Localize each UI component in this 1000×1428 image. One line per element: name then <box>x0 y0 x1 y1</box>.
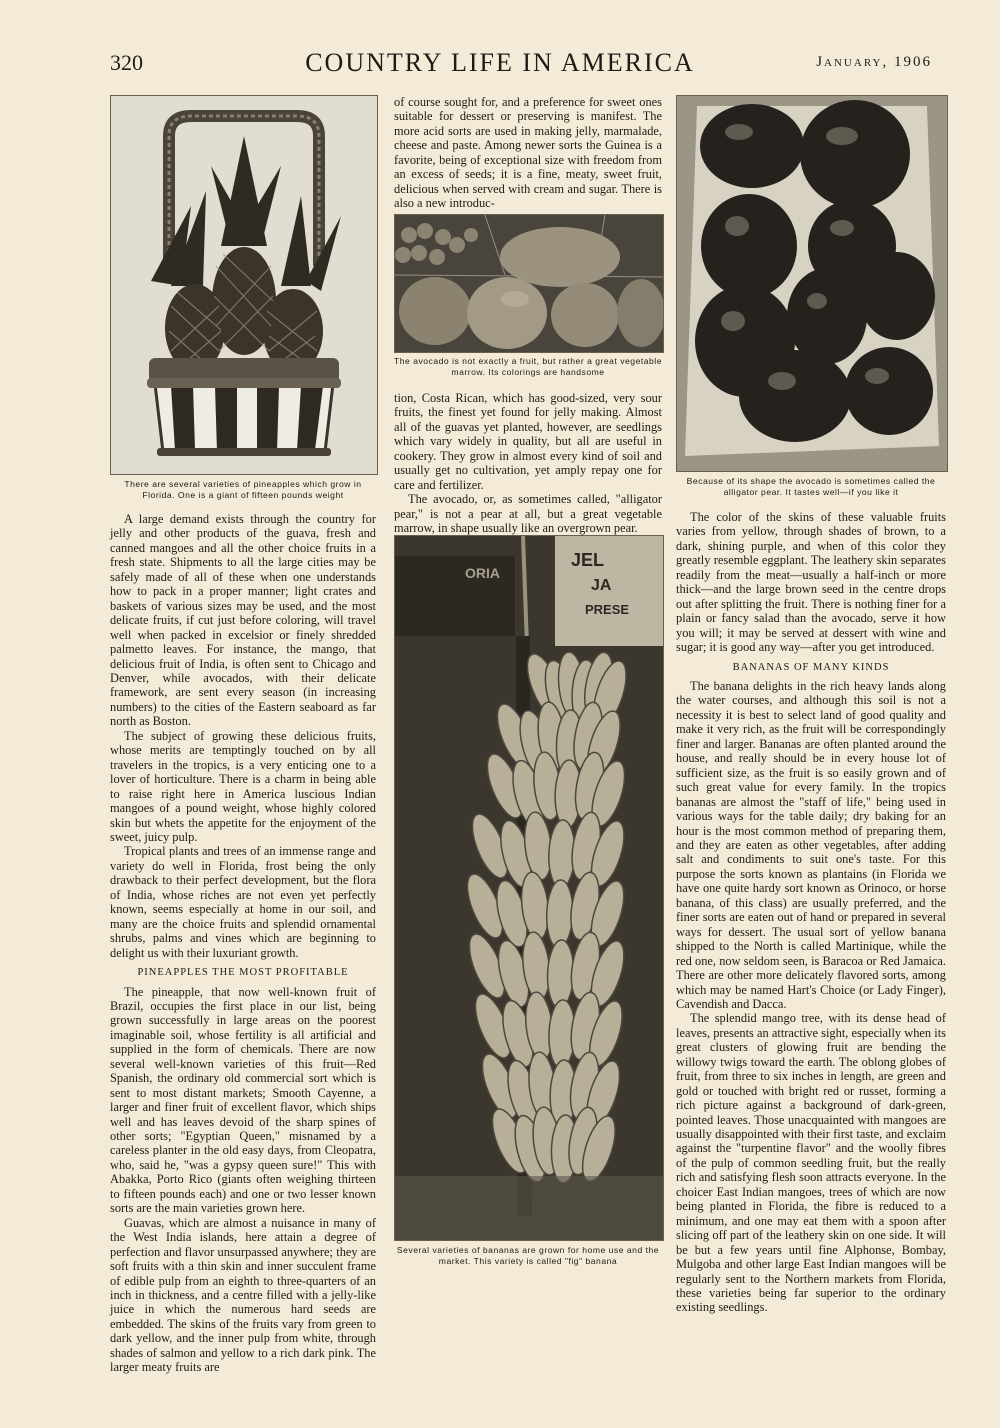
pineapple-caption: There are several varieties of pineapples which grow in Florida. One is a giant of fifteen pounds weight <box>124 479 362 500</box>
paragraph: The banana delights in the rich heavy lands along the water courses, and although this soil is not a necessity it is best to select land of good quality and make it very rich, as the fruit will be correspondingly finer and larger. Bananas are often planted around the house, and really should be in every house lot of sufficient size, as the fruit is so easily grown and of such great value for every family. In the tropics bananas are almost the "staff of life," being used in various ways for the table daily; dry baking for an hour is the most common method of preparing them, and they are eaten as other vegetables, after adding salt and condiments to suit one's taste. For this purpose the sorts known as plantains (in Florida we have one quite hardy sort known as Orinoco, or horse banana, of this class) are usually preferred, and the finer sorts are eaten out of hand or prepared in several ways for dessert. The usual sort of yellow banana shipped to the North is called Martinique, while the red one, now seldom seen, is Baracoa or Red Jamaica. There are other more delicately flavored sorts, among which may be named Hart's Choice (or Lady Finger), Cavendish and Dacca. <box>676 678 946 1011</box>
pineapple-photo <box>110 95 378 475</box>
avocado-box-photo <box>676 95 948 472</box>
sign-text: ORIA <box>465 565 500 581</box>
paragraph: of course sought for, and a preference for sweet ones suitable for dessert or preserving is manifest. The more acid sorts are used in making jelly, marmalade, cheese and paste. Among newer sorts the Guinea is a favorite, being of exceptional size with freedom from an excess of seeds; it is a fine, meaty, sweet fruit, delicious when served with cream and sugar. There is also a new introduc- <box>394 95 662 211</box>
paragraph: The pineapple, that now well-known fruit of Brazil, occupies the first place in our list, being grown successfully in large areas on the poorest imaginable soil, whose fertility is all artificial and supplied in the form of chemicals. There are now several well-known varieties of this fruit—Red Spanish, the ordinary old commercial sort which is sent to most distant markets; Smooth Cayenne, a larger and finer fruit of excellent flavor, which ships well and has leaves devoid of the sharp spines of other sorts; "Egyptian Queen," misnamed by a careless planter in the old easy days, from Cleopatra, who, said he, "was a gypsy queen sure!" This with Abakka, Porto Rico (giants often weighing thirteen to fifteen pounds each) and one or two lesser known sorts are the main varieties grown here. <box>110 984 376 1216</box>
paragraph: The color of the skins of these valuable fruits varies from yellow, through shades of brown, to a dark, shining purple, and when of this color they greatly resemble eggplant. The leathery skin separates readily from the meat—usually a half-inch or more thick—and the large brown seed in the centre drops out after splitting the fruit. There is nothing finer for a plain or fancy salad than the avocado, serve it how you will; it may be served at dessert with wine and sugar; it is good any way—after you get introduced. <box>676 510 946 655</box>
magazine-title: COUNTRY LIFE IN AMERICA <box>305 48 695 77</box>
banana-caption: Several varieties of bananas are grown for home use and the market. This variety is called "fig" banana <box>396 1245 660 1266</box>
sign-text: JA <box>591 577 612 594</box>
column-3-text <box>676 510 946 1315</box>
section-heading-bananas: BANANAS OF MANY KINDS <box>732 661 890 673</box>
banana-photo <box>394 535 664 1241</box>
column-1-text <box>110 512 376 1375</box>
avocado-box-caption: Because of its shape the avocado is sometimes called the alligator pear. It tastes well—if you like it <box>686 476 936 497</box>
paragraph: Tropical plants and trees of an immense range and variety do well in Florida, frost being the only drawback to their perfect development, but the flora of India, whose riches are not even yet perfectly known, seems especially at home in our soil, and many are the choice fruits and splendid ornamental shrubs, palms and vines which are beginning to delight us with their luxuriant growth. <box>110 844 376 960</box>
paragraph: The avocado, or, as sometimes called, "alligator pear," is not a pear at all, but a great vegetable marrow, in shape usually like an overgrown pear. <box>394 492 662 536</box>
issue-date: January, 1906 <box>816 54 932 70</box>
paragraph: The splendid mango tree, with its dense head of leaves, presents an attractive sight, especially when its great clusters of glowing fruit are bending the willowy twigs toward the earth. The oblong globes of fruit, from three to six inches in length, are green and gold or touched with bright red or russet, forming a rich picture against a background of dark-green, pointed leaves. Those unacquainted with mangoes are usually disappointed with their first taste, and exclaim against the "turpentine flavor" and the woolly fibres of the pulp of common seedling fruit, but the really rich and satisfying flesh soon attracts everyone. In the choicer East Indian mangoes, trees of which are now being planted in Florida, the fibre is reduced to a minimum, and one may eat them with a spoon after slicing off part of the leathery skin on one side. It will be but a few years until fine Alphonse, Bombay, Mulgoba and other large East Indian mangoes will be regularly sent to the Northern markets from Florida, these varieties being far superior to the ordinary existing seedlings. <box>676 1011 946 1315</box>
avocado-small-caption: The avocado is not exactly a fruit, but rather a great vegetable marrow. Its colorings are handsome <box>394 356 662 377</box>
column-2-middle-text <box>394 391 662 536</box>
sign-text: PRESE <box>585 602 630 617</box>
section-heading-pineapples: PINEAPPLES THE MOST PROFITABLE <box>137 967 349 979</box>
avocado-market-photo <box>394 214 664 353</box>
paragraph: A large demand exists through the country for jelly and other products of the guava, fresh and canned mangoes and all the other choice fruits in a fresh state. Shipments to all the large cities may be safely made of all of these when one understands how to pack in a proper manner; light crates and baskets of various sizes may be used, and the most delicate fruits, if cut just before coloring, will travel well when packed in excelsior or finely shredded palmetto leaves. For instance, the mango, that delicious fruit of India, is often sent to Chicago and Denver, while avocados, with their delicate framework, are sent every season (in increasing numbers) to the cities of the Eastern seaboard as far north as Boston. <box>110 512 376 729</box>
paragraph: Guavas, which are almost a nuisance in many of the West India islands, here attain a degree of perfection and flavor unsurpassed anywhere; they are soft fruits with a thin skin and inner succulent frame of edible pulp from an eighth to three-quarters of an inch in thickness, and a centre filled with a jelly-like juice in which the numerous hard seeds are embedded. The skins of the fruits vary from green to dark yellow, and the inner pulp from white, through shades of salmon and yellow to a rich dark pink. The larger meaty fruits are <box>110 1215 376 1375</box>
page-header <box>0 48 1000 78</box>
column-2-top-text <box>394 95 662 211</box>
sign-text: JEL <box>571 550 605 570</box>
paragraph: The subject of growing these delicious fruits, whose merits are temptingly touched on by all travelers in the tropics, is a very enticing one to a lover of horticulture. There is a charm in being able to raise right here in America luscious Indian mangoes of a pound weight, whose highly colored skin but whets the appetite for the enjoyment of the sweet, juicy pulp. <box>110 728 376 844</box>
paragraph: tion, Costa Rican, which has good-sized, very sour fruits, the finest yet found for jelly making. Almost all of the guavas yet planted, however, are seedlings which vary widely in quality, but all are useful in cookery. They grow in almost every kind of soil and usually get no cultivation, yet amply repay one for care and fertilizer. <box>394 391 662 492</box>
page-number: 320 <box>110 50 143 75</box>
